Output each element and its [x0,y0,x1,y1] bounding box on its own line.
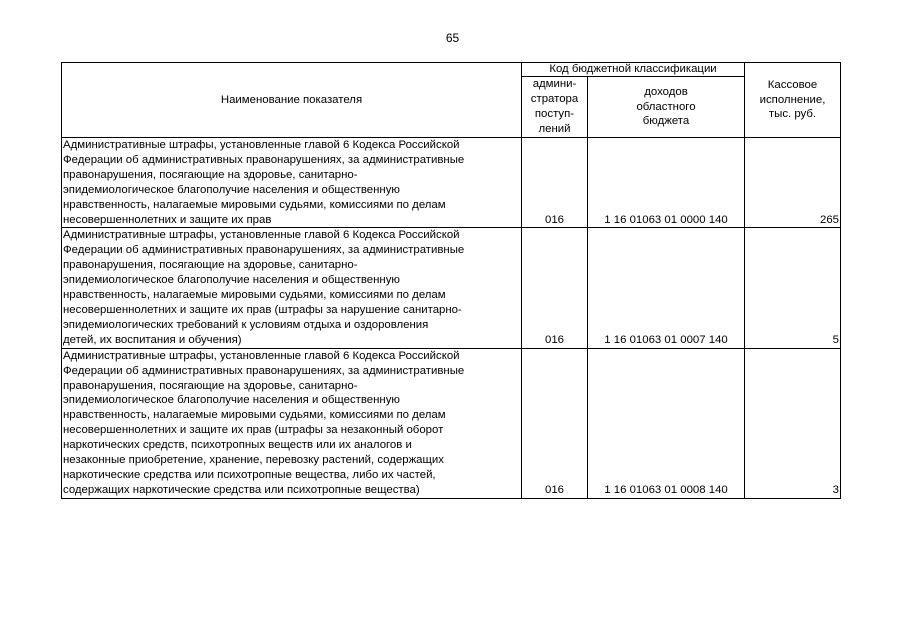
row-name: Административные штрафы, установленные главой 6 Кодекса Российской Федерации об административных правонарушениях, за административные правонарушения, посягающие на здоровье, санитарно- эпидемиологическое благополучие населения и общественную нравственность, налагаемые мировыми судьями, комиссиями по делам несовершеннолетних и защите их прав (штрафы за нарушение санитарно- эпидемиологических требований к условиям отдыха и оздоровления детей, их воспитания и обучения) [62,228,522,348]
row-name: Административные штрафы, установленные главой 6 Кодекса Российской Федерации об административных правонарушениях, за административные правонарушения, посягающие на здоровье, санитарно- эпидемиологическое благополучие населения и общественную нравственность, налагаемые мировыми судьями, комиссиями по делам несовершеннолетних и защите их прав [62,138,522,228]
row-name: Административные штрафы, установленные главой 6 Кодекса Российской Федерации об административных правонарушениях, за административные правонарушения, посягающие на здоровье, санитарно- эпидемиологическое благополучие населения и общественную нравственность, налагаемые мировыми судьями, комиссиями по делам несовершеннолетних и защите их прав (штрафы за незаконный оборот наркотических средств, психотропных веществ или их аналогов и незаконные приобретение, хранение, перевозку растений, содержащих наркотические средства или психотропные вещества, либо их частей, содержащих наркотические средства или психотропные вещества) [62,348,522,498]
row-amount: 265 [745,138,841,228]
header-income: доходов областного бюджета [588,77,745,138]
row-admin-code: 016 [522,138,588,228]
row-admin-code: 016 [522,228,588,348]
row-income-code: 1 16 01063 01 0008 140 [588,348,745,498]
table-row [62,138,841,228]
header-code-group: Код бюджетной классификации [522,63,745,77]
header-row-1 [62,63,841,77]
page-number: 65 [445,31,460,45]
header-amount: Кассовое исполнение, тыс. руб. [745,63,841,138]
header-name: Наименование показателя [62,63,522,138]
budget-table [61,62,841,499]
row-admin-code: 016 [522,348,588,498]
row-amount: 3 [745,348,841,498]
table-row [62,348,841,498]
row-income-code: 1 16 01063 01 0007 140 [588,228,745,348]
header-admin: админи- стратора поступ- лений [522,77,588,138]
row-amount: 5 [745,228,841,348]
table-row [62,228,841,348]
row-income-code: 1 16 01063 01 0000 140 [588,138,745,228]
